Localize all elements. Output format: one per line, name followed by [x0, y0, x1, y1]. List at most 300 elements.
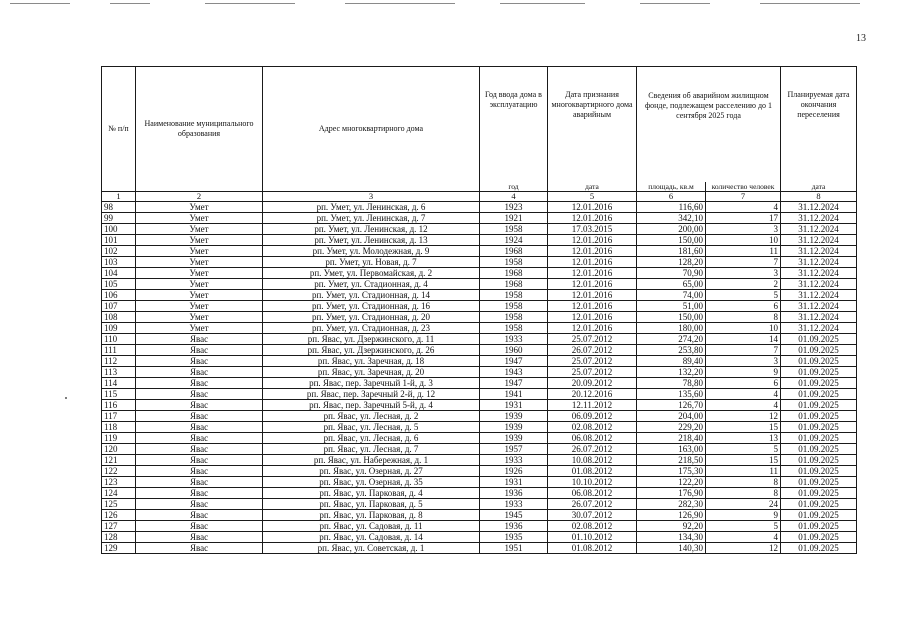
year-cell: 1958: [480, 301, 548, 312]
year-cell: 1939: [480, 433, 548, 444]
table-row: [102, 268, 857, 279]
people-count-cell: 11: [706, 466, 781, 477]
year-cell: 1931: [480, 477, 548, 488]
address-cell: рп. Умет, ул. Ленинская, д. 12: [263, 224, 480, 235]
row-number: 100: [102, 224, 136, 235]
year-cell: 1941: [480, 389, 548, 400]
table-row: [102, 323, 857, 334]
year-cell: 1921: [480, 213, 548, 224]
unit-year: год: [480, 182, 548, 192]
year-cell: 1947: [480, 378, 548, 389]
municipality-cell: Явас: [136, 389, 263, 400]
scan-speck: [65, 397, 67, 399]
recognition-date-cell: 26.07.2012: [548, 345, 637, 356]
municipality-cell: Явас: [136, 532, 263, 543]
people-count-cell: 5: [706, 290, 781, 301]
header-emergency-info: Сведения об аварийном жилищном фонде, подлежащем расселению до 1 сентября 2025 года: [637, 67, 781, 183]
municipality-cell: Явас: [136, 433, 263, 444]
planned-date-cell: 01.09.2025: [781, 488, 857, 499]
area-cell: 218,40: [637, 433, 706, 444]
address-cell: рп. Умет, ул. Первомайская, д. 2: [263, 268, 480, 279]
year-cell: 1947: [480, 356, 548, 367]
planned-date-cell: 31.12.2024: [781, 257, 857, 268]
area-cell: 116,60: [637, 202, 706, 213]
row-number: 125: [102, 499, 136, 510]
area-cell: 218,50: [637, 455, 706, 466]
recognition-date-cell: 02.08.2012: [548, 521, 637, 532]
year-cell: 1968: [480, 246, 548, 257]
address-cell: рп. Умет, ул. Стадионная, д. 23: [263, 323, 480, 334]
recognition-date-cell: 12.01.2016: [548, 312, 637, 323]
year-cell: 1924: [480, 235, 548, 246]
row-number: 129: [102, 543, 136, 554]
address-cell: рп. Умет, ул. Новая, д. 7: [263, 257, 480, 268]
year-cell: 1936: [480, 488, 548, 499]
municipality-cell: Умет: [136, 257, 263, 268]
year-cell: 1958: [480, 312, 548, 323]
planned-date-cell: 01.09.2025: [781, 521, 857, 532]
table-row: [102, 499, 857, 510]
header-year: Год ввода дома в эксплуатацию: [480, 67, 548, 183]
address-cell: рп. Явас, пер. Заречный 1-й, д. 3: [263, 378, 480, 389]
planned-date-cell: 01.09.2025: [781, 356, 857, 367]
address-cell: рп. Явас, ул. Набережная, д. 1: [263, 455, 480, 466]
planned-date-cell: 01.09.2025: [781, 532, 857, 543]
municipality-cell: Явас: [136, 466, 263, 477]
recognition-date-cell: 12.01.2016: [548, 235, 637, 246]
address-cell: рп. Явас, пер. Заречный 2-й, д. 12: [263, 389, 480, 400]
people-count-cell: 6: [706, 301, 781, 312]
table-row: [102, 301, 857, 312]
recognition-date-cell: 10.08.2012: [548, 455, 637, 466]
recognition-date-cell: 12.01.2016: [548, 213, 637, 224]
header-recognition-date: Дата признания многоквартирного дома аварийным: [548, 67, 637, 183]
planned-date-cell: 01.09.2025: [781, 477, 857, 488]
municipality-cell: Явас: [136, 521, 263, 532]
planned-date-cell: 01.09.2025: [781, 345, 857, 356]
recognition-date-cell: 12.01.2016: [548, 268, 637, 279]
municipality-cell: Явас: [136, 345, 263, 356]
address-cell: рп. Явас, ул. Парковая, д. 4: [263, 488, 480, 499]
unit-planned: дата: [781, 182, 857, 192]
year-cell: 1943: [480, 367, 548, 378]
area-cell: 163,00: [637, 444, 706, 455]
recognition-date-cell: 12.01.2016: [548, 257, 637, 268]
row-number: 113: [102, 367, 136, 378]
table-row: [102, 312, 857, 323]
year-cell: 1958: [480, 224, 548, 235]
people-count-cell: 12: [706, 543, 781, 554]
area-cell: 89,40: [637, 356, 706, 367]
column-number: 2: [136, 192, 263, 202]
recognition-date-cell: 20.12.2016: [548, 389, 637, 400]
municipality-cell: Умет: [136, 312, 263, 323]
unit-area: площадь, кв.м: [637, 182, 706, 192]
people-count-cell: 4: [706, 532, 781, 543]
row-number: 98: [102, 202, 136, 213]
row-number: 101: [102, 235, 136, 246]
table-row: [102, 235, 857, 246]
planned-date-cell: 31.12.2024: [781, 290, 857, 301]
area-cell: 140,30: [637, 543, 706, 554]
people-count-cell: 15: [706, 455, 781, 466]
table-row: [102, 279, 857, 290]
people-count-cell: 17: [706, 213, 781, 224]
table-row: [102, 246, 857, 257]
area-cell: 342,10: [637, 213, 706, 224]
table-row: [102, 224, 857, 235]
row-number: 120: [102, 444, 136, 455]
planned-date-cell: 01.09.2025: [781, 411, 857, 422]
address-cell: рп. Явас, ул. Озерная, д. 35: [263, 477, 480, 488]
address-cell: рп. Явас, ул. Лесная, д. 2: [263, 411, 480, 422]
page-number: 13: [856, 33, 866, 44]
area-cell: 229,20: [637, 422, 706, 433]
planned-date-cell: 01.09.2025: [781, 400, 857, 411]
municipality-cell: Явас: [136, 543, 263, 554]
year-cell: 1957: [480, 444, 548, 455]
people-count-cell: 10: [706, 235, 781, 246]
recognition-date-cell: 17.03.2015: [548, 224, 637, 235]
area-cell: 282,30: [637, 499, 706, 510]
address-cell: рп. Явас, пер. Заречный 5-й, д. 4: [263, 400, 480, 411]
year-cell: 1958: [480, 290, 548, 301]
municipality-cell: Умет: [136, 224, 263, 235]
municipality-cell: Умет: [136, 268, 263, 279]
area-cell: 274,20: [637, 334, 706, 345]
row-number: 104: [102, 268, 136, 279]
municipality-cell: Умет: [136, 279, 263, 290]
municipality-cell: Умет: [136, 213, 263, 224]
area-cell: 65,00: [637, 279, 706, 290]
planned-date-cell: 31.12.2024: [781, 301, 857, 312]
area-cell: 126,70: [637, 400, 706, 411]
area-cell: 132,20: [637, 367, 706, 378]
people-count-cell: 6: [706, 378, 781, 389]
address-cell: рп. Явас, ул. Дзержинского, д. 11: [263, 334, 480, 345]
planned-date-cell: 01.09.2025: [781, 543, 857, 554]
address-cell: рп. Явас, ул. Лесная, д. 6: [263, 433, 480, 444]
municipality-cell: Явас: [136, 334, 263, 345]
table-row: [102, 389, 857, 400]
address-cell: рп. Явас, ул. Садовая, д. 14: [263, 532, 480, 543]
planned-date-cell: 31.12.2024: [781, 323, 857, 334]
municipality-cell: Умет: [136, 246, 263, 257]
recognition-date-cell: 06.09.2012: [548, 411, 637, 422]
year-cell: 1960: [480, 345, 548, 356]
recognition-date-cell: 02.08.2012: [548, 422, 637, 433]
table-row: [102, 257, 857, 268]
people-count-cell: 3: [706, 356, 781, 367]
table-row: [102, 510, 857, 521]
table-row: [102, 290, 857, 301]
address-cell: рп. Явас, ул. Заречная, д. 18: [263, 356, 480, 367]
municipality-cell: Явас: [136, 477, 263, 488]
year-cell: 1968: [480, 268, 548, 279]
area-cell: 176,90: [637, 488, 706, 499]
address-cell: рп. Явас, ул. Лесная, д. 5: [263, 422, 480, 433]
planned-date-cell: 01.09.2025: [781, 389, 857, 400]
area-cell: 175,30: [637, 466, 706, 477]
recognition-date-cell: 06.08.2012: [548, 488, 637, 499]
header-address: Адрес многоквартирного дома: [263, 67, 480, 192]
row-number: 119: [102, 433, 136, 444]
year-cell: 1951: [480, 543, 548, 554]
planned-date-cell: 01.09.2025: [781, 433, 857, 444]
people-count-cell: 9: [706, 367, 781, 378]
column-number: 3: [263, 192, 480, 202]
area-cell: 126,90: [637, 510, 706, 521]
table-row: [102, 521, 857, 532]
planned-date-cell: 01.09.2025: [781, 444, 857, 455]
row-number: 122: [102, 466, 136, 477]
year-cell: 1926: [480, 466, 548, 477]
municipality-cell: Умет: [136, 235, 263, 246]
row-number: 102: [102, 246, 136, 257]
row-number: 116: [102, 400, 136, 411]
municipality-cell: Явас: [136, 356, 263, 367]
planned-date-cell: 01.09.2025: [781, 334, 857, 345]
row-number: 118: [102, 422, 136, 433]
row-number: 109: [102, 323, 136, 334]
people-count-cell: 7: [706, 345, 781, 356]
header-num: № п/п: [102, 67, 136, 192]
recognition-date-cell: 30.07.2012: [548, 510, 637, 521]
people-count-cell: 5: [706, 444, 781, 455]
area-cell: 150,00: [637, 312, 706, 323]
table-row: [102, 411, 857, 422]
people-count-cell: 15: [706, 422, 781, 433]
recognition-date-cell: 12.01.2016: [548, 279, 637, 290]
recognition-date-cell: 25.07.2012: [548, 334, 637, 345]
header-municipality: Наименование муниципального образования: [136, 67, 263, 192]
recognition-date-cell: 01.08.2012: [548, 543, 637, 554]
municipality-cell: Умет: [136, 301, 263, 312]
people-count-cell: 4: [706, 202, 781, 213]
table-row: [102, 532, 857, 543]
address-cell: рп. Умет, ул. Ленинская, д. 13: [263, 235, 480, 246]
planned-date-cell: 31.12.2024: [781, 312, 857, 323]
row-number: 107: [102, 301, 136, 312]
row-number: 115: [102, 389, 136, 400]
table-row: [102, 400, 857, 411]
planned-date-cell: 01.09.2025: [781, 510, 857, 521]
recognition-date-cell: 10.10.2012: [548, 477, 637, 488]
year-cell: 1958: [480, 323, 548, 334]
planned-date-cell: 01.09.2025: [781, 378, 857, 389]
planned-date-cell: 31.12.2024: [781, 246, 857, 257]
emergency-housing-table: [101, 66, 857, 554]
municipality-cell: Явас: [136, 444, 263, 455]
address-cell: рп. Явас, ул. Советская, д. 1: [263, 543, 480, 554]
year-cell: 1939: [480, 422, 548, 433]
municipality-cell: Явас: [136, 488, 263, 499]
people-count-cell: 4: [706, 389, 781, 400]
recognition-date-cell: 26.07.2012: [548, 499, 637, 510]
area-cell: 180,00: [637, 323, 706, 334]
planned-date-cell: 31.12.2024: [781, 279, 857, 290]
area-cell: 204,00: [637, 411, 706, 422]
area-cell: 74,00: [637, 290, 706, 301]
municipality-cell: Умет: [136, 290, 263, 301]
row-number: 127: [102, 521, 136, 532]
area-cell: 134,30: [637, 532, 706, 543]
planned-date-cell: 31.12.2024: [781, 224, 857, 235]
address-cell: рп. Явас, ул. Парковая, д. 5: [263, 499, 480, 510]
unit-people: количество человек: [706, 182, 781, 192]
table-body: [102, 202, 857, 554]
column-numbers-row: [102, 192, 857, 202]
unit-recognition: дата: [548, 182, 637, 192]
table-row: [102, 367, 857, 378]
row-number: 126: [102, 510, 136, 521]
column-number: 6: [637, 192, 706, 202]
recognition-date-cell: 12.11.2012: [548, 400, 637, 411]
column-number: 7: [706, 192, 781, 202]
address-cell: рп. Явас, ул. Садовая, д. 11: [263, 521, 480, 532]
planned-date-cell: 31.12.2024: [781, 202, 857, 213]
year-cell: 1923: [480, 202, 548, 213]
table-row: [102, 477, 857, 488]
people-count-cell: 3: [706, 268, 781, 279]
row-number: 121: [102, 455, 136, 466]
area-cell: 78,80: [637, 378, 706, 389]
table-row: [102, 422, 857, 433]
people-count-cell: 4: [706, 400, 781, 411]
municipality-cell: Явас: [136, 378, 263, 389]
row-number: 123: [102, 477, 136, 488]
municipality-cell: Явас: [136, 499, 263, 510]
column-number: 5: [548, 192, 637, 202]
year-cell: 1933: [480, 334, 548, 345]
people-count-cell: 7: [706, 257, 781, 268]
address-cell: рп. Явас, ул. Озерная, д. 27: [263, 466, 480, 477]
address-cell: рп. Умет, ул. Ленинская, д. 6: [263, 202, 480, 213]
row-number: 114: [102, 378, 136, 389]
table-row: [102, 455, 857, 466]
recognition-date-cell: 20.09.2012: [548, 378, 637, 389]
area-cell: 150,00: [637, 235, 706, 246]
row-number: 111: [102, 345, 136, 356]
people-count-cell: 24: [706, 499, 781, 510]
table-row: [102, 356, 857, 367]
address-cell: рп. Явас, ул. Заречная, д. 20: [263, 367, 480, 378]
people-count-cell: 14: [706, 334, 781, 345]
recognition-date-cell: 25.07.2012: [548, 367, 637, 378]
year-cell: 1933: [480, 499, 548, 510]
header-planned-date: Планируемая дата окончания переселения: [781, 67, 857, 183]
row-number: 128: [102, 532, 136, 543]
year-cell: 1968: [480, 279, 548, 290]
address-cell: рп. Умет, ул. Молодежная, д. 9: [263, 246, 480, 257]
row-number: 110: [102, 334, 136, 345]
planned-date-cell: 31.12.2024: [781, 268, 857, 279]
recognition-date-cell: 12.01.2016: [548, 202, 637, 213]
year-cell: 1931: [480, 400, 548, 411]
area-cell: 253,80: [637, 345, 706, 356]
table-row: [102, 345, 857, 356]
municipality-cell: Явас: [136, 400, 263, 411]
people-count-cell: 12: [706, 411, 781, 422]
planned-date-cell: 31.12.2024: [781, 235, 857, 246]
recognition-date-cell: 26.07.2012: [548, 444, 637, 455]
municipality-cell: Явас: [136, 411, 263, 422]
recognition-date-cell: 12.01.2016: [548, 301, 637, 312]
row-number: 112: [102, 356, 136, 367]
planned-date-cell: 31.12.2024: [781, 213, 857, 224]
year-cell: 1945: [480, 510, 548, 521]
people-count-cell: 11: [706, 246, 781, 257]
people-count-cell: 10: [706, 323, 781, 334]
municipality-cell: Явас: [136, 510, 263, 521]
recognition-date-cell: 12.01.2016: [548, 323, 637, 334]
table-row: [102, 334, 857, 345]
area-cell: 122,20: [637, 477, 706, 488]
table-row: [102, 444, 857, 455]
municipality-cell: Умет: [136, 202, 263, 213]
row-number: 117: [102, 411, 136, 422]
planned-date-cell: 01.09.2025: [781, 422, 857, 433]
row-number: 99: [102, 213, 136, 224]
address-cell: рп. Умет, ул. Ленинская, д. 7: [263, 213, 480, 224]
address-cell: рп. Явас, ул. Дзержинского, д. 26: [263, 345, 480, 356]
people-count-cell: 8: [706, 312, 781, 323]
table-row: [102, 433, 857, 444]
recognition-date-cell: 25.07.2012: [548, 356, 637, 367]
area-cell: 181,60: [637, 246, 706, 257]
area-cell: 135,60: [637, 389, 706, 400]
year-cell: 1936: [480, 521, 548, 532]
row-number: 105: [102, 279, 136, 290]
year-cell: 1958: [480, 257, 548, 268]
area-cell: 128,20: [637, 257, 706, 268]
column-number: 1: [102, 192, 136, 202]
people-count-cell: 9: [706, 510, 781, 521]
address-cell: рп. Явас, ул. Парковая, д. 8: [263, 510, 480, 521]
table-row: [102, 378, 857, 389]
address-cell: рп. Явас, ул. Лесная, д. 7: [263, 444, 480, 455]
people-count-cell: 8: [706, 488, 781, 499]
table-row: [102, 543, 857, 554]
column-number: 4: [480, 192, 548, 202]
table-row: [102, 202, 857, 213]
column-number: 8: [781, 192, 857, 202]
row-number: 103: [102, 257, 136, 268]
year-cell: 1933: [480, 455, 548, 466]
recognition-date-cell: 12.01.2016: [548, 290, 637, 301]
table-row: [102, 466, 857, 477]
area-cell: 200,00: [637, 224, 706, 235]
recognition-date-cell: 12.01.2016: [548, 246, 637, 257]
address-cell: рп. Умет, ул. Стадионная, д. 16: [263, 301, 480, 312]
people-count-cell: 5: [706, 521, 781, 532]
planned-date-cell: 01.09.2025: [781, 499, 857, 510]
people-count-cell: 13: [706, 433, 781, 444]
address-cell: рп. Умет, ул. Стадионная, д. 14: [263, 290, 480, 301]
planned-date-cell: 01.09.2025: [781, 466, 857, 477]
area-cell: 70,90: [637, 268, 706, 279]
row-number: 108: [102, 312, 136, 323]
municipality-cell: Явас: [136, 422, 263, 433]
planned-date-cell: 01.09.2025: [781, 455, 857, 466]
municipality-cell: Явас: [136, 367, 263, 378]
year-cell: 1939: [480, 411, 548, 422]
area-cell: 92,20: [637, 521, 706, 532]
recognition-date-cell: 01.10.2012: [548, 532, 637, 543]
planned-date-cell: 01.09.2025: [781, 367, 857, 378]
row-number: 124: [102, 488, 136, 499]
municipality-cell: Умет: [136, 323, 263, 334]
